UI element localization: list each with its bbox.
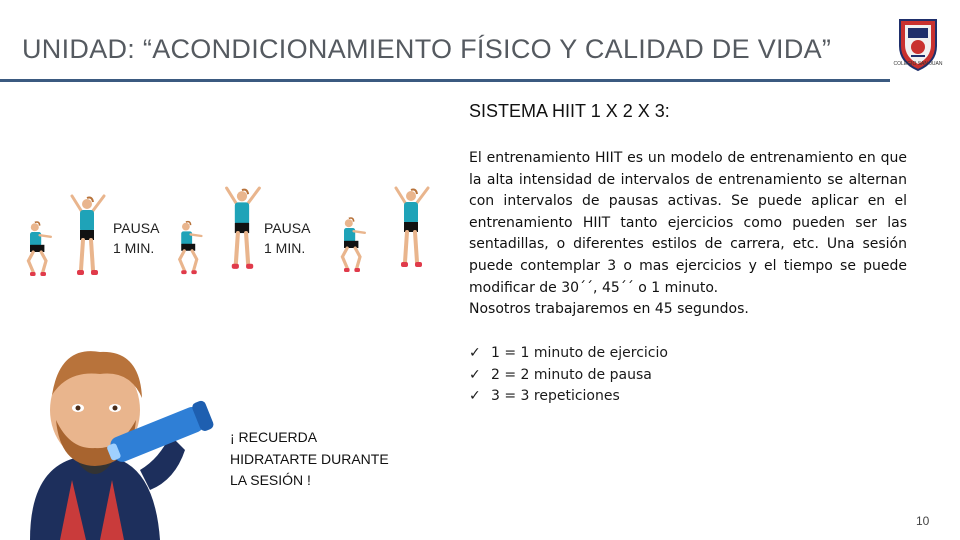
hiit-description [469, 148, 907, 321]
squat-jump-figure-icon [332, 204, 372, 276]
description-paragraph: El entrenamiento HIIT es un modelo de entrenamiento en que la alta intensidad de intervalos de entrenamiento se alternan con intervalos de pausas activas. Se puede aplicar en el entrenamiento HIIT tanto ejercicios como pueden ser las sentadillas, o diferentes estilos de carrera, etc. Una sesión puede contemplar 3 o mas ejercicios y el tiempo se puede modificar de 30´´, 45´´ o 1 minuto. [469, 150, 907, 296]
squat-jump-figure-icon [18, 208, 58, 280]
pause-label-2: PAUSA 1 MIN. [264, 220, 311, 256]
section-subtitle: SISTEMA HIIT 1 X 2 X 3: [469, 101, 670, 121]
list-item [469, 365, 668, 387]
crest-caption: COLEGIO SAN JUAN [893, 61, 943, 67]
list-item [469, 386, 668, 408]
checkmark-icon: ✓ [469, 345, 481, 361]
pause-label-1: PAUSA 1 MIN. [113, 220, 160, 256]
hydration-reminder: ¡ RECUERDA HIDRATARTE DURANTE LA SESIÓN ! [230, 429, 389, 488]
checkmark-icon: ✓ [469, 366, 481, 383]
title-divider [0, 79, 890, 82]
page-number: 10 [916, 514, 930, 528]
squat-jump-figure-icon [392, 183, 432, 275]
list-item-text: 1 = 1 minuto de ejercicio [491, 345, 668, 361]
hiit-checklist [469, 343, 668, 408]
list-item [469, 343, 668, 365]
drinking-water-avatar-icon [20, 340, 220, 540]
list-item-text: 2 = 2 minuto de pausa [491, 366, 652, 383]
squat-jump-figure-icon [222, 184, 264, 276]
list-item-text: 3 = 3 repeticiones [491, 388, 620, 405]
checkmark-icon: ✓ [469, 388, 481, 405]
page-title: UNIDAD: “ACONDICIONAMIENTO FÍSICO Y CALIDAD DE VIDA” [22, 34, 832, 64]
squat-jump-figure-icon [68, 192, 108, 282]
squat-jump-figure-icon [168, 208, 210, 278]
description-note: Nosotros trabajaremos en 45 segundos. [469, 301, 749, 318]
